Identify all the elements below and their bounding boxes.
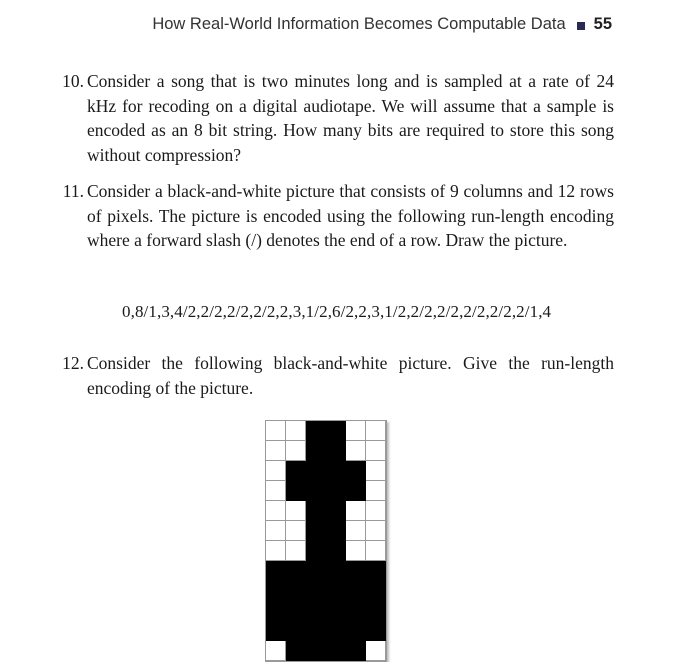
pixel-cell (306, 521, 326, 541)
pixel-cell (326, 521, 346, 541)
run-length-encoding: 0,8/1,3,4/2,2/2,2/2,2/2,2,3,1/2,6/2,2,3,1/2,2/2,2/2,2/2,2/2,2/1,4 (122, 302, 552, 321)
pixel-cell (286, 501, 306, 521)
pixel-cell (306, 501, 326, 521)
pixel-cell (266, 621, 286, 641)
pixel-cell (286, 561, 306, 581)
pixel-cell (326, 441, 346, 461)
pixel-cell (366, 561, 386, 581)
pixel-cell (306, 641, 326, 661)
pixel-cell (306, 481, 326, 501)
exercise-number: 12. (62, 353, 84, 373)
exercise-number: 10. (62, 71, 84, 91)
exercise-text: Consider a song that is two minutes long and is sampled at a rate of 24 kHz for recoding on a digital audiotape. We will assume that a sample is encoded as an 8 bit string. How many bits are required to store this song without compression? (87, 71, 614, 165)
pixel-cell (346, 441, 366, 461)
pixel-cell (346, 621, 366, 641)
pixel-cell (366, 641, 386, 661)
pixel-cell (326, 501, 346, 521)
pixel-cell (306, 421, 326, 441)
pixel-cell (326, 421, 346, 441)
pixel-cell (366, 461, 386, 481)
pixel-cell (346, 581, 366, 601)
pixel-cell (266, 421, 286, 441)
pixel-cell (326, 641, 346, 661)
pixel-cell (326, 481, 346, 501)
pixel-cell (326, 581, 346, 601)
pixel-cell (306, 621, 326, 641)
pixel-cell (346, 541, 366, 561)
exercise-12 (62, 351, 614, 400)
pixel-cell (286, 541, 306, 561)
page-number: 55 (593, 15, 612, 33)
pixel-cell (346, 421, 366, 441)
pixel-cell (306, 541, 326, 561)
pixel-cell (346, 461, 366, 481)
pixel-cell (286, 641, 306, 661)
pixel-cell (346, 641, 366, 661)
pixel-cell (286, 441, 306, 461)
pixel-cell (366, 621, 386, 641)
pixel-cell (346, 601, 366, 621)
pixel-cell (366, 541, 386, 561)
pixel-cell (286, 581, 306, 601)
exercise-text: Consider a black-and-white picture that consists of 9 columns and 12 rows of pixels. The picture is encoded using the following run-length encoding where a forward slash (/) denotes the end of a row. Draw the picture. (87, 181, 614, 250)
pixel-cell (266, 441, 286, 461)
pixel-cell (286, 601, 306, 621)
pixel-cell (306, 581, 326, 601)
pixel-cell (266, 521, 286, 541)
pixel-cell (266, 501, 286, 521)
pixel-cell (266, 481, 286, 501)
pixel-cell (286, 481, 306, 501)
pixel-cell (346, 501, 366, 521)
pixel-cell (266, 641, 286, 661)
pixel-cell (266, 601, 286, 621)
exercise-number: 11. (62, 181, 84, 201)
pixel-cell (346, 521, 366, 541)
pixel-cell (306, 561, 326, 581)
pixel-cell (306, 601, 326, 621)
pixel-cell (266, 561, 286, 581)
pixel-figure (265, 420, 387, 662)
pixel-cell (266, 581, 286, 601)
pixel-cell (306, 441, 326, 461)
pixel-cell (306, 461, 326, 481)
square-bullet-icon (577, 22, 585, 30)
pixel-cell (346, 481, 366, 501)
exercise-text: Consider the following black-and-white picture. Give the run-length encoding of the picture. (87, 353, 614, 398)
running-head-title: How Real-World Information Becomes Computable Data (152, 15, 566, 33)
pixel-cell (286, 461, 306, 481)
pixel-cell (286, 521, 306, 541)
pixel-cell (366, 501, 386, 521)
exercise-10 (62, 69, 614, 167)
pixel-cell (286, 421, 306, 441)
pixel-cell (266, 541, 286, 561)
pixel-cell (366, 441, 386, 461)
pixel-cell (366, 421, 386, 441)
pixel-cell (366, 481, 386, 501)
pixel-cell (326, 601, 346, 621)
running-head (152, 15, 612, 34)
pixel-cell (266, 461, 286, 481)
pixel-cell (346, 561, 366, 581)
pixel-cell (326, 561, 346, 581)
exercise-11 (62, 179, 614, 253)
pixel-cell (366, 601, 386, 621)
pixel-cell (366, 581, 386, 601)
pixel-cell (366, 521, 386, 541)
pixel-cell (326, 541, 346, 561)
pixel-cell (286, 621, 306, 641)
pixel-cell (326, 621, 346, 641)
pixel-cell (326, 461, 346, 481)
